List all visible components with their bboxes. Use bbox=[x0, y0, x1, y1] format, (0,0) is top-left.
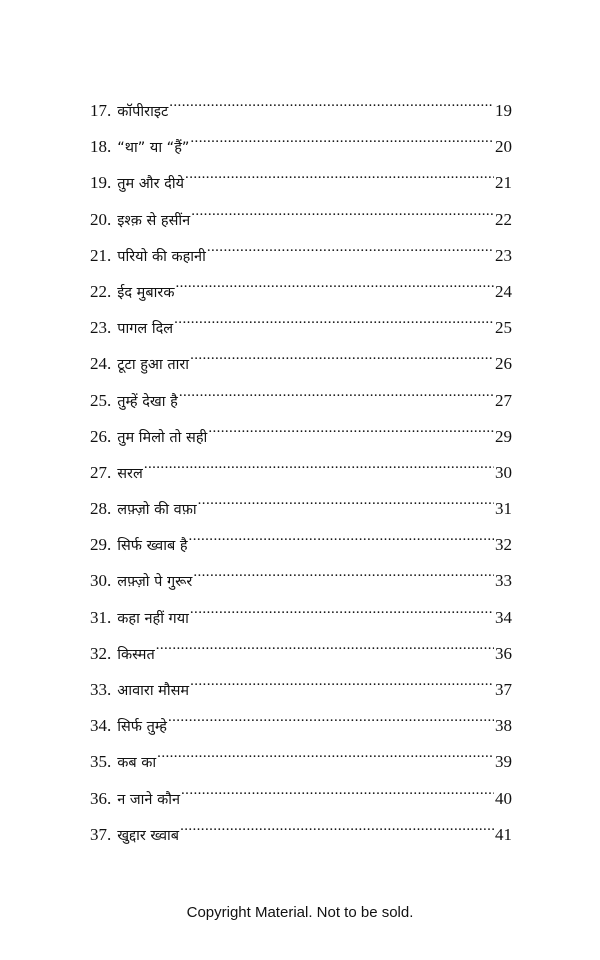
toc-dot-leader bbox=[168, 701, 494, 731]
toc-entry-page: 40 bbox=[495, 788, 512, 808]
toc-dot-leader bbox=[180, 810, 494, 840]
toc-entry-title: लफ़्ज़ो पे गुरूर bbox=[117, 574, 193, 591]
toc-dot-leader bbox=[207, 231, 494, 261]
copyright-footer: Copyright Material. Not to be sold. bbox=[186, 904, 414, 921]
toc-entry-title: खुद्दार ख्वाब bbox=[117, 827, 180, 844]
toc-entry-number: 31. bbox=[90, 607, 112, 627]
toc-dot-leader bbox=[174, 303, 494, 333]
toc-entry-number: 32. bbox=[90, 643, 112, 663]
toc-entry-title: सिर्फ तुम्हे bbox=[117, 719, 167, 736]
toc-entry bbox=[90, 629, 512, 665]
toc-entry bbox=[90, 701, 512, 737]
toc-dot-leader bbox=[193, 556, 494, 586]
toc-entry-page: 27 bbox=[495, 390, 512, 410]
toc-entry-page: 21 bbox=[495, 173, 512, 193]
toc-entry-page: 36 bbox=[495, 643, 512, 663]
toc-entry-page: 32 bbox=[495, 535, 512, 555]
toc-entry bbox=[90, 484, 512, 520]
toc-entry bbox=[90, 665, 512, 701]
toc-entry-page: 20 bbox=[495, 137, 512, 157]
toc-entry-page: 25 bbox=[495, 318, 512, 338]
toc-entry-number: 24. bbox=[90, 354, 112, 374]
toc-entry-number: 35. bbox=[90, 752, 112, 772]
toc-entry bbox=[90, 556, 512, 592]
table-of-contents bbox=[90, 86, 512, 846]
toc-dot-leader bbox=[191, 195, 494, 225]
toc-entry-page: 19 bbox=[495, 101, 512, 120]
toc-entry-title: आवारा मौसम bbox=[117, 683, 190, 699]
toc-entry-page: 29 bbox=[495, 426, 512, 446]
toc-dot-leader bbox=[144, 448, 494, 478]
toc-entry-number: 22. bbox=[90, 281, 112, 301]
toc-dot-leader bbox=[181, 774, 494, 804]
toc-entry bbox=[90, 412, 512, 448]
toc-entry-page: 34 bbox=[495, 607, 512, 627]
toc-entry-number: 36. bbox=[90, 788, 112, 808]
toc-entry-title: तुम मिलो तो सही bbox=[117, 429, 208, 446]
toc-entry-page: 22 bbox=[495, 209, 512, 229]
toc-entry-title: सरल bbox=[117, 465, 143, 482]
toc-entry-page: 41 bbox=[495, 824, 512, 844]
toc-entry bbox=[90, 303, 512, 339]
toc-entry-page: 23 bbox=[495, 245, 512, 265]
toc-entry-number: 20. bbox=[90, 209, 112, 229]
toc-entry-number: 34. bbox=[90, 716, 112, 736]
toc-entry-title: टूटा हुआ तारा bbox=[117, 357, 190, 374]
toc-entry-page: 33 bbox=[495, 571, 512, 591]
toc-dot-leader bbox=[198, 484, 494, 514]
toc-dot-leader bbox=[208, 412, 494, 442]
toc-entry-title: कॉपीराइट bbox=[117, 104, 169, 120]
toc-entry-number: 18. bbox=[90, 137, 112, 157]
toc-dot-leader bbox=[179, 376, 494, 406]
toc-dot-leader bbox=[190, 122, 494, 152]
toc-entry-title: सिर्फ ख्वाब है bbox=[117, 538, 188, 555]
toc-dot-leader bbox=[156, 629, 494, 659]
toc-entry-title: लफ़्ज़ो की वफ़ा bbox=[117, 502, 197, 519]
toc-entry bbox=[90, 520, 512, 556]
toc-entry-title: तुम और दीये bbox=[117, 176, 185, 193]
toc-dot-leader bbox=[190, 339, 494, 369]
toc-entry-title: न जाने कौन bbox=[117, 791, 181, 808]
toc-entry bbox=[90, 267, 512, 303]
toc-entry bbox=[90, 231, 512, 267]
toc-entry-number: 23. bbox=[90, 318, 112, 338]
toc-entry bbox=[90, 593, 512, 629]
toc-entry-title: परियो की कहानी bbox=[117, 248, 206, 265]
toc-entry-number: 30. bbox=[90, 571, 112, 591]
toc-entry-title: किस्मत bbox=[117, 646, 155, 663]
toc-entry-number: 19. bbox=[90, 173, 112, 193]
toc-entry-number: 28. bbox=[90, 499, 112, 519]
toc-entry-number: 21. bbox=[90, 245, 112, 265]
toc-entry-title: “था” या “हैं” bbox=[117, 140, 190, 157]
toc-entry-page: 37 bbox=[495, 680, 512, 699]
toc-dot-leader bbox=[169, 86, 494, 116]
toc-entry-page: 39 bbox=[495, 752, 512, 772]
toc-entry-title: कब का bbox=[117, 755, 157, 772]
toc-entry-page: 38 bbox=[495, 716, 512, 736]
toc-entry-number: 17. bbox=[90, 101, 112, 120]
toc-dot-leader bbox=[175, 267, 494, 297]
toc-entry-number: 26. bbox=[90, 426, 112, 446]
toc-entry-page: 31 bbox=[495, 499, 512, 519]
toc-entry-title: पागल दिल bbox=[117, 321, 174, 338]
toc-entry bbox=[90, 774, 512, 810]
toc-dot-leader bbox=[190, 665, 494, 695]
toc-entry-page: 26 bbox=[495, 354, 512, 374]
toc-entry-number: 27. bbox=[90, 462, 112, 482]
toc-entry-number: 33. bbox=[90, 680, 112, 699]
toc-entry bbox=[90, 86, 512, 122]
toc-entry bbox=[90, 448, 512, 484]
toc-entry-number: 25. bbox=[90, 390, 112, 410]
toc-entry-number: 37. bbox=[90, 824, 112, 844]
toc-entry bbox=[90, 737, 512, 773]
toc-entry bbox=[90, 158, 512, 194]
toc-entry bbox=[90, 339, 512, 375]
toc-entry bbox=[90, 810, 512, 846]
toc-dot-leader bbox=[157, 737, 494, 767]
toc-entry-title: ईद मुबारक bbox=[117, 284, 175, 301]
toc-entry-page: 24 bbox=[495, 281, 512, 301]
toc-entry bbox=[90, 376, 512, 412]
toc-dot-leader bbox=[190, 593, 494, 623]
toc-entry-page: 30 bbox=[495, 462, 512, 482]
toc-entry-title: इश्क़ से हसींन bbox=[117, 212, 191, 229]
toc-entry-title: तुम्हें देखा है bbox=[117, 393, 178, 410]
toc-dot-leader bbox=[185, 158, 494, 188]
toc-entry bbox=[90, 122, 512, 158]
toc-entry-number: 29. bbox=[90, 535, 112, 555]
toc-entry bbox=[90, 195, 512, 231]
toc-entry-title: कहा नहीं गया bbox=[117, 610, 189, 627]
toc-dot-leader bbox=[189, 520, 494, 550]
